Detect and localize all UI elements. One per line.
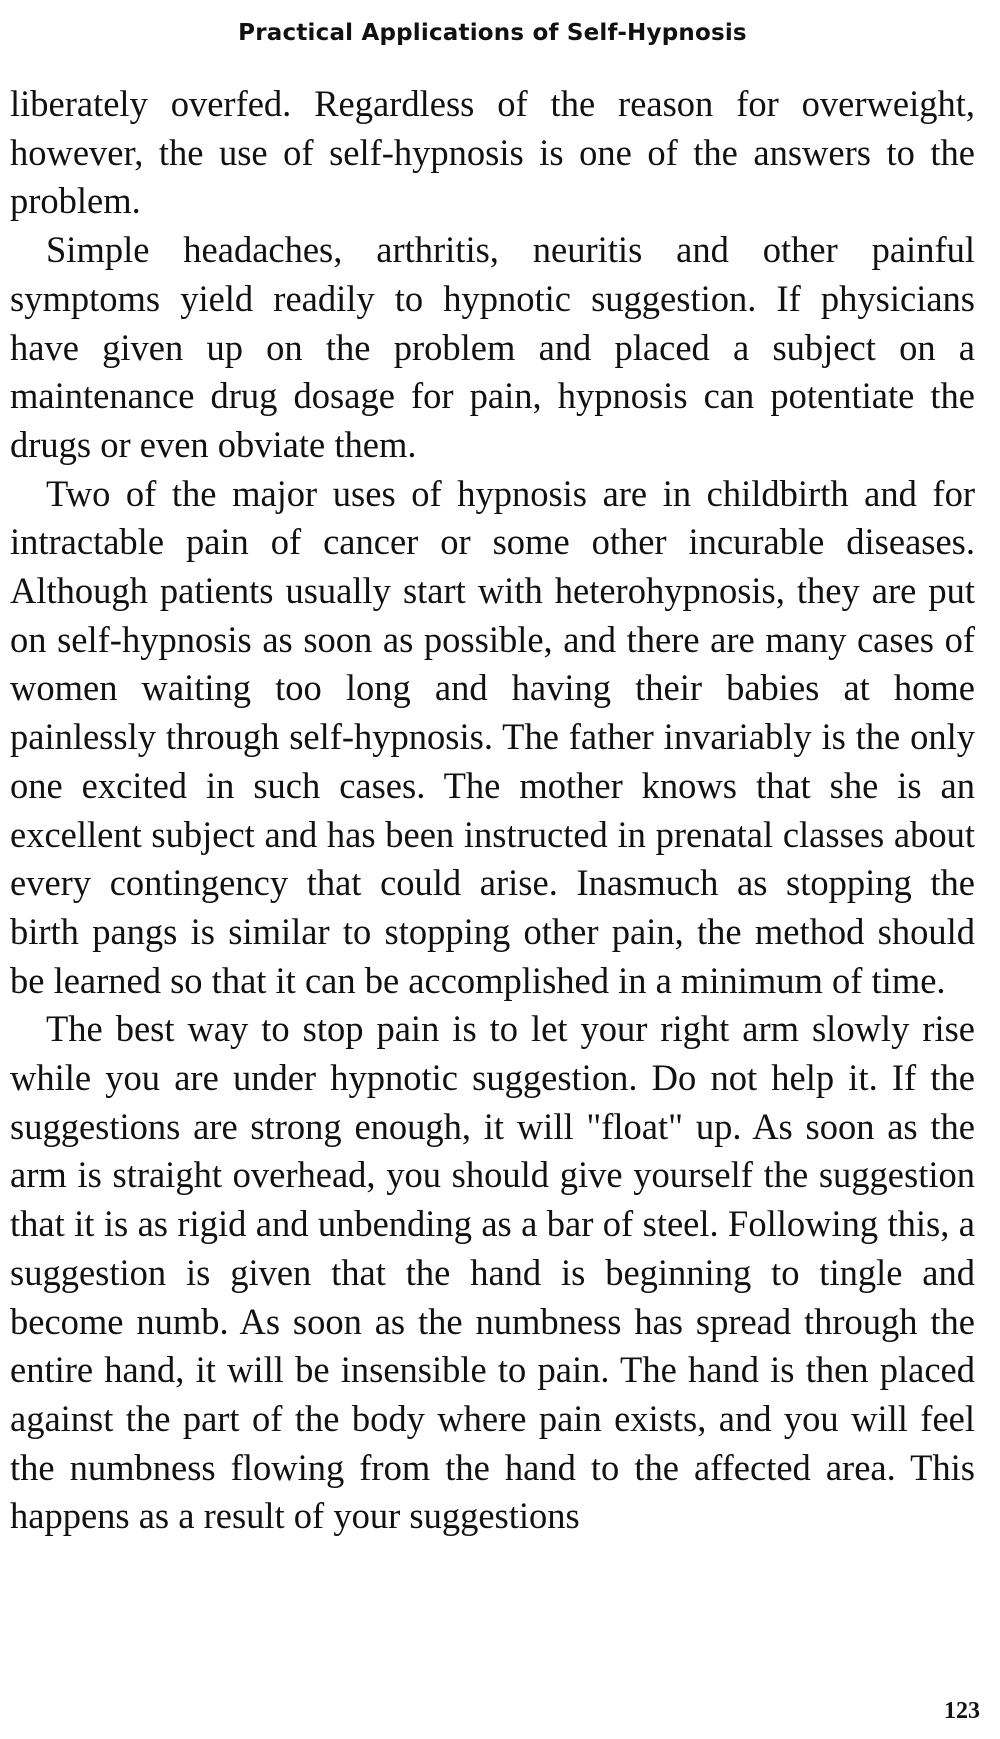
- body-text: [10, 80, 975, 1541]
- paragraph: Two of the major uses of hypnosis are in childbirth and for intractable pain of cancer or some other incurable diseases. Although patients usually start with heterohypnosis, they are put on self-hypnosis as soon as possible, and there are many cases of women waiting too long and having their babies at home painlessly through self-hypnosis. The father invariably is the only one excited in such cases. The mother knows that she is an excellent subject and has been instructed in prenatal classes about every contingency that could arise. Inasmuch as stopping the birth pangs is similar to stopping other pain, the method should be learned so that it can be accomplished in a minimum of time.: [10, 472, 975, 1001]
- running-head: Practical Applications of Self-Hypnosis: [238, 20, 747, 46]
- paragraph: liberately overfed. Regardless of the reason for overweight, however, the use of self-hypnosis is one of the answers to the problem.: [10, 83, 975, 222]
- paragraph: Simple headaches, arthritis, neuritis and other painful symptoms yield readily to hypnotic suggestion. If physicians have given up on the problem and placed a subject on a maintenance drug dosage for pain, hypnosis can potentiate the drugs or even obviate them.: [10, 229, 975, 465]
- page-number: 123: [944, 1698, 980, 1724]
- paragraph: The best way to stop pain is to let your right arm slowly rise while you are under hypnotic suggestion. Do not help it. If the suggestions are strong enough, it will "float" up. As soon as the arm is straight overhead, you should give yourself the suggestion that it is as rigid and unbending as a bar of steel. Following this, a suggestion is given that the hand is beginning to tingle and become numb. As soon as the numbness has spread through the entire hand, it will be insensible to pain. The hand is then placed against the part of the body where pain exists, and you will feel the numbness flowing from the hand to the affected area. This happens as a result of your suggestions: [10, 1008, 975, 1537]
